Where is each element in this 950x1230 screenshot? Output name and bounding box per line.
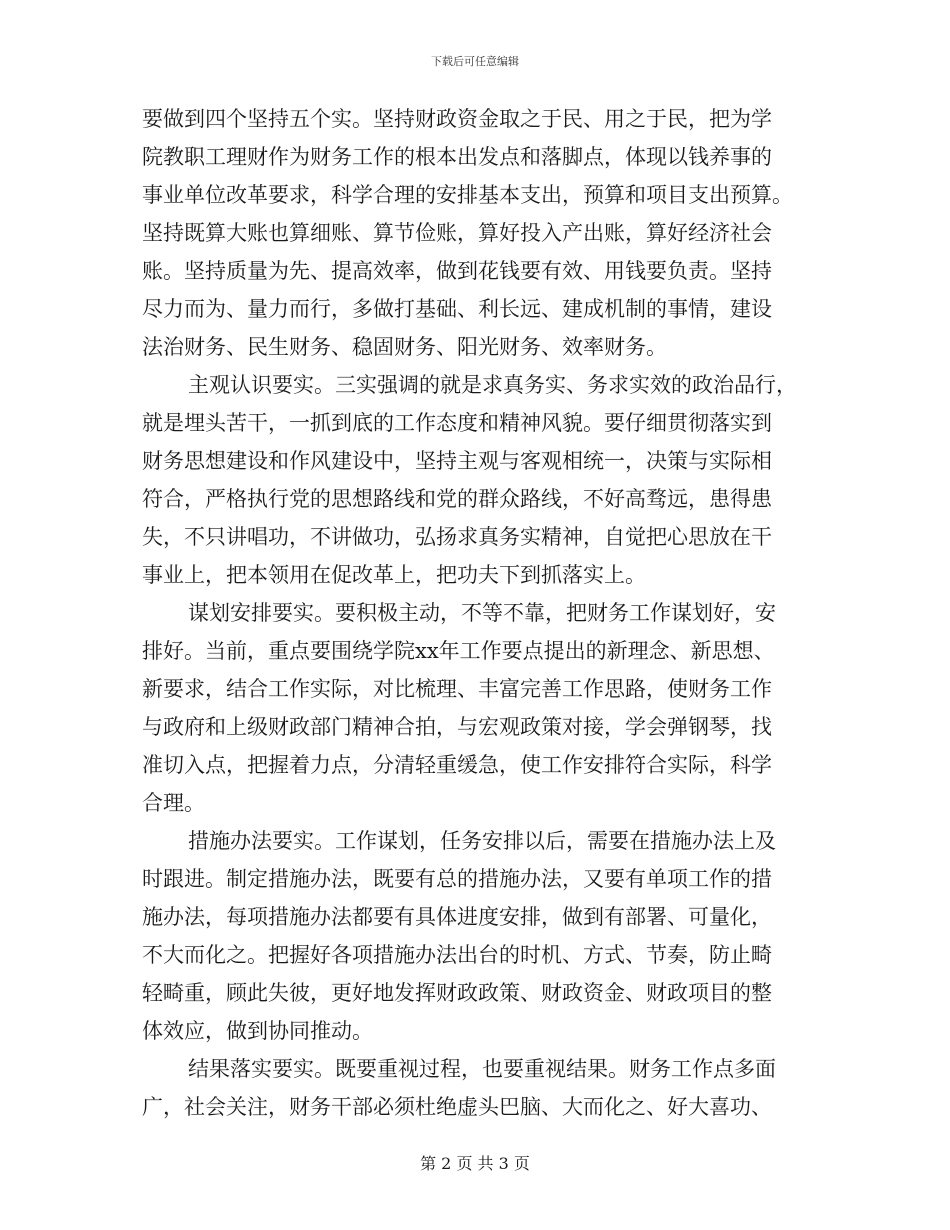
paragraph [142, 1050, 810, 1126]
text-line: 法治财务、民生财务、稳固财务、阳光财务、效率财务。 [142, 335, 667, 359]
text-line: 措施办法要实。工作谋划，任务安排以后，需要在措施办法上及 [188, 829, 776, 853]
text-line: 账。坚持质量为先、提高效率，做到花钱要有效、用钱要负责。坚持 [142, 259, 772, 283]
text-line: 结果落实要实。既要重视过程，也要重视结果。财务工作点多面 [188, 1057, 776, 1081]
text-line: 排好。当前，重点要围绕学院xx年工作要点提出的新理念、新思想、 [142, 639, 775, 663]
text-line: 事业上，把本领用在促改革上，把功夫下到抓落实上。 [142, 563, 646, 587]
document-body [142, 100, 810, 1126]
page-number-footer: 第 2 页 共 3 页 [420, 1154, 530, 1173]
text-line: 体效应，做到协同推动。 [142, 1019, 373, 1043]
text-line: 不大而化之。把握好各项措施办法出台的时机、方式、节奏，防止畸 [142, 943, 772, 967]
text-line: 符合，严格执行党的思想路线和党的群众路线，不好高骛远，患得患 [142, 487, 772, 511]
paragraph [142, 822, 810, 1050]
paragraph [142, 594, 810, 822]
text-line: 广，社会关注，财务干部必须杜绝虚头巴脑、大而化之、好大喜功、 [142, 1095, 772, 1119]
text-line: 与政府和上级财政部门精神合拍，与宏观政策对接，学会弹钢琴，找 [142, 715, 772, 739]
text-line: 施办法，每项措施办法都要有具体进度安排，做到有部署、可量化， [142, 905, 772, 929]
text-line: 要做到四个坚持五个实。坚持财政资金取之于民、用之于民，把为学 [142, 107, 772, 131]
text-line: 谋划安排要实。要积极主动，不等不靠，把财务工作谋划好，安 [188, 601, 776, 625]
text-line: 院教职工理财作为财务工作的根本出发点和落脚点，体现以钱养事的 [142, 145, 772, 169]
text-line: 主观认识要实。三实强调的就是求真务实、务求实效的政治品行， [188, 373, 797, 397]
text-line: 坚持既算大账也算细账、算节俭账，算好投入产出账，算好经济社会 [142, 221, 772, 245]
paragraph [142, 100, 810, 366]
text-line: 事业单位改革要求，科学合理的安排基本支出，预算和项目支出预算。 [142, 183, 793, 207]
text-line: 新要求，结合工作实际，对比梳理、丰富完善工作思路，使财务工作 [142, 677, 772, 701]
text-line: 轻畸重，顾此失彼，更好地发挥财政政策、财政资金、财政项目的整 [142, 981, 772, 1005]
page-header: 下载后可任意编辑 [431, 55, 519, 68]
text-line: 失，不只讲唱功，不讲做功，弘扬求真务实精神，自觉把心思放在干 [142, 525, 772, 549]
text-line: 准切入点，把握着力点，分清轻重缓急，使工作安排符合实际，科学 [142, 753, 772, 777]
text-line: 时跟进。制定措施办法，既要有总的措施办法，又要有单项工作的措 [142, 867, 772, 891]
text-line: 财务思想建设和作风建设中，坚持主观与客观相统一，决策与实际相 [142, 449, 772, 473]
text-line: 就是埋头苦干，一抓到底的工作态度和精神风貌。要仔细贯彻落实到 [142, 411, 772, 435]
paragraph [142, 366, 810, 594]
text-line: 合理。 [142, 791, 205, 815]
text-line: 尽力而为、量力而行，多做打基础、利长远、建成机制的事情，建设 [142, 297, 772, 321]
